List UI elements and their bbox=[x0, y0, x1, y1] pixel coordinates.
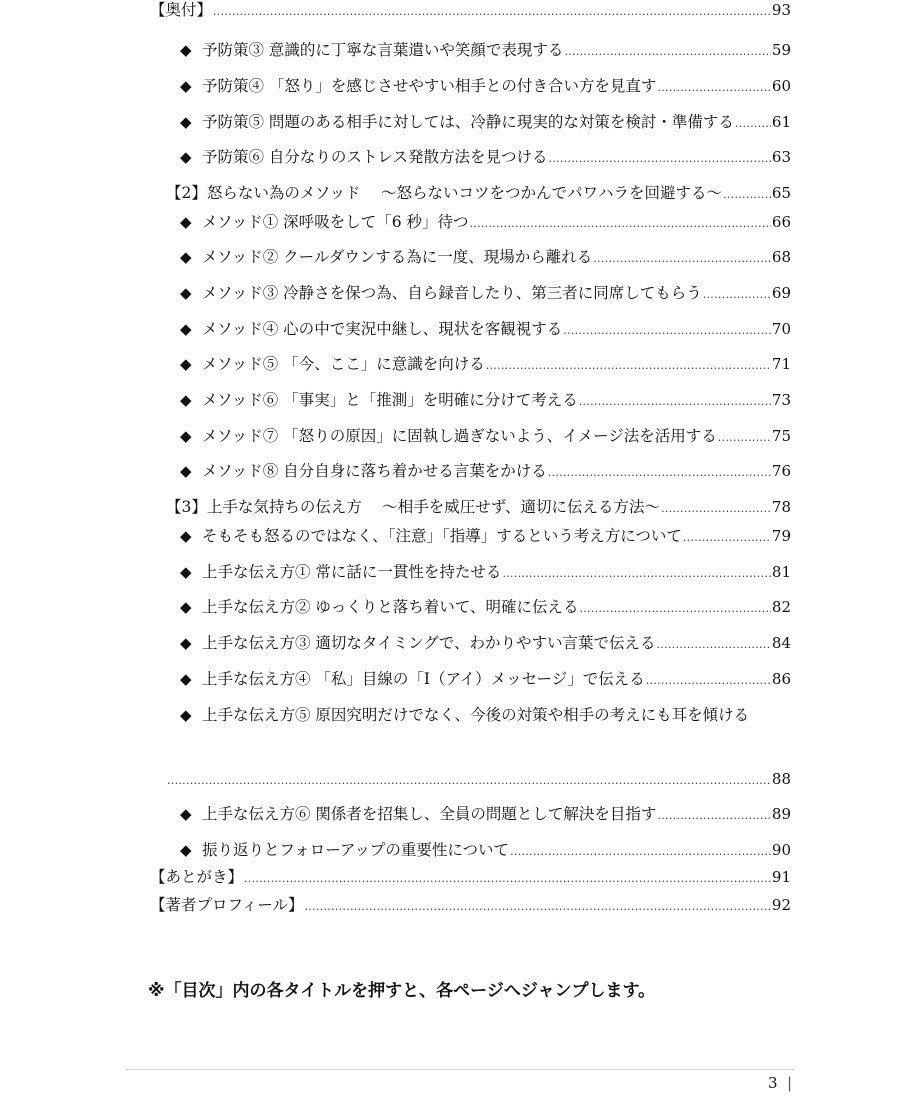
toc-entry-title: 予防策③ 意識的に丁寧な言葉遣いや笑顔で表現する bbox=[202, 41, 564, 59]
dot-leader bbox=[469, 214, 770, 234]
diamond-bullet-icon: ◆ bbox=[180, 284, 192, 302]
toc-entry[interactable] bbox=[180, 390, 791, 410]
toc-entry-title: 【あとがき】 bbox=[150, 868, 244, 886]
toc-entry-title: メソッド① 深呼吸をして「6 秒」待つ bbox=[202, 213, 469, 231]
dot-leader bbox=[735, 114, 771, 134]
toc-entry-page: 88 bbox=[771, 770, 791, 788]
navigation-note: ※「目次」内の各タイトルを押すと、各ページへジャンプします。 bbox=[148, 981, 656, 1001]
diamond-bullet-icon: ◆ bbox=[180, 841, 192, 859]
dot-leader bbox=[563, 321, 771, 341]
toc-entry[interactable] bbox=[180, 319, 791, 339]
diamond-bullet-icon: ◆ bbox=[180, 527, 192, 545]
toc-entry[interactable] bbox=[180, 40, 791, 60]
toc-entry-title: 【著者プロフィール】 bbox=[150, 896, 304, 914]
diamond-bullet-icon: ◆ bbox=[180, 391, 192, 409]
toc-entry-title: メソッド④ 心の中で実況中継し、現状を客観視する bbox=[202, 320, 563, 338]
toc-entry-page: 76 bbox=[771, 462, 791, 480]
dot-leader bbox=[548, 463, 771, 483]
diamond-bullet-icon: ◆ bbox=[180, 77, 192, 95]
toc-entry-title: 予防策④ 「怒り」を感じさせやすい相手との付き合い方を見直す bbox=[202, 77, 657, 95]
toc-entry-title: メソッド⑦ 「怒りの原因」に固執し過ぎないよう、イメージ法を活用する bbox=[202, 427, 717, 445]
diamond-bullet-icon: ◆ bbox=[180, 355, 192, 373]
toc-entry-title: 上手な伝え方① 常に話に一貫性を持たせる bbox=[202, 563, 502, 581]
toc-entry-title: 予防策⑥ 自分なりのストレス発散方法を見つける bbox=[202, 148, 548, 166]
toc-entry[interactable] bbox=[180, 212, 791, 232]
toc-entry-title: メソッド⑥ 「事実」と「推測」を明確に分けて考える bbox=[202, 391, 578, 409]
diamond-bullet-icon: ◆ bbox=[180, 462, 192, 480]
dot-leader bbox=[683, 528, 771, 548]
dot-leader bbox=[703, 285, 771, 305]
diamond-bullet-icon: ◆ bbox=[180, 598, 192, 616]
toc-entry-title: メソッド③ 冷静さを保つ為、自ら録音したり、第三者に同席してもらう bbox=[202, 284, 702, 302]
toc-entry-title: 予防策⑤ 問題のある相手に対しては、冷静に現実的な対策を検討・準備する bbox=[202, 113, 734, 131]
toc-entry-page: 93 bbox=[771, 1, 791, 19]
toc-entry[interactable] bbox=[180, 597, 791, 617]
toc-entry[interactable] bbox=[180, 247, 791, 267]
dot-leader bbox=[502, 564, 770, 584]
toc-entry-page: 82 bbox=[771, 598, 791, 616]
toc-entry[interactable] bbox=[166, 183, 791, 203]
toc-entry-continuation[interactable] bbox=[166, 769, 791, 789]
dot-leader bbox=[304, 897, 770, 917]
diamond-bullet-icon: ◆ bbox=[180, 805, 192, 823]
toc-entry-page: 68 bbox=[771, 248, 791, 266]
dot-leader bbox=[723, 185, 771, 205]
toc-entry-page: 79 bbox=[771, 527, 791, 545]
dot-leader bbox=[510, 842, 771, 862]
toc-entry[interactable] bbox=[180, 426, 791, 446]
toc-entry-title: 【2】怒らない為のメソッド 〜怒らないコツをつかんでパワハラを回避する〜 bbox=[166, 184, 723, 202]
diamond-bullet-icon: ◆ bbox=[180, 563, 192, 581]
toc-entry[interactable] bbox=[180, 526, 791, 546]
toc-entry[interactable] bbox=[150, 867, 791, 887]
diamond-bullet-icon: ◆ bbox=[180, 634, 192, 652]
toc-entry[interactable] bbox=[180, 112, 791, 132]
dot-leader bbox=[244, 869, 771, 889]
toc-entry-page: 65 bbox=[771, 184, 791, 202]
footer-divider bbox=[126, 1069, 794, 1070]
diamond-bullet-icon: ◆ bbox=[180, 213, 192, 231]
toc-entry-title: 上手な伝え方② ゆっくりと落ち着いて、明確に伝える bbox=[202, 598, 579, 616]
toc-entry-page: 63 bbox=[771, 148, 791, 166]
page-number: 3 bbox=[768, 1074, 778, 1092]
toc-entry-title: 上手な伝え方⑥ 関係者を招集し、全員の問題として解決を目指す bbox=[202, 805, 657, 823]
toc-entry[interactable] bbox=[180, 461, 791, 481]
dot-leader bbox=[548, 149, 770, 169]
dot-leader bbox=[564, 42, 770, 62]
toc-entry-title: 【奥付】 bbox=[150, 1, 213, 19]
toc-entry[interactable] bbox=[180, 804, 791, 824]
toc-entry-page: 91 bbox=[771, 868, 791, 886]
page-number-separator: | bbox=[787, 1074, 793, 1092]
toc-entry-title: そもそも怒るのではなく、「注意」「指導」するという考え方について bbox=[202, 527, 682, 545]
toc-entry[interactable] bbox=[166, 497, 791, 517]
toc-entry[interactable] bbox=[180, 840, 791, 860]
toc-entry[interactable] bbox=[150, 0, 791, 20]
dot-leader bbox=[718, 428, 771, 448]
toc-entry[interactable] bbox=[150, 895, 791, 915]
toc-entry-title: 上手な伝え方⑤ 原因究明だけでなく、今後の対策や相手の考えにも耳を傾ける bbox=[202, 706, 750, 724]
toc-entry-title: 上手な伝え方④ 「私」目線の「I（アイ）メッセージ」で伝える bbox=[202, 670, 645, 688]
diamond-bullet-icon: ◆ bbox=[180, 248, 192, 266]
toc-entry[interactable] bbox=[180, 705, 791, 725]
toc-entry-page: 69 bbox=[771, 284, 791, 302]
toc-entry-page: 78 bbox=[771, 498, 791, 516]
toc-entry-page: 73 bbox=[771, 391, 791, 409]
toc-entry-page: 66 bbox=[771, 213, 791, 231]
toc-entry-title: メソッド② クールダウンする為に一度、現場から離れる bbox=[202, 248, 593, 266]
dot-leader bbox=[657, 78, 770, 98]
toc-entry-page: 59 bbox=[771, 41, 791, 59]
toc-entry-page: 86 bbox=[771, 670, 791, 688]
dot-leader bbox=[579, 599, 770, 619]
toc-entry-title: メソッド⑧ 自分自身に落ち着かせる言葉をかける bbox=[202, 462, 547, 480]
toc-entry-page: 61 bbox=[771, 113, 791, 131]
toc-entry-page: 92 bbox=[771, 896, 791, 914]
toc-entry-page: 81 bbox=[771, 563, 791, 581]
toc-entry[interactable] bbox=[180, 283, 791, 303]
dot-leader bbox=[657, 806, 770, 826]
diamond-bullet-icon: ◆ bbox=[180, 41, 192, 59]
toc-entry-title: 【3】上手な気持ちの伝え方 〜相手を威圧せず、適切に伝える方法〜 bbox=[166, 498, 661, 516]
toc-entry[interactable] bbox=[180, 354, 791, 374]
dot-leader bbox=[213, 2, 771, 22]
dot-leader bbox=[657, 635, 771, 655]
toc-entry-page: 70 bbox=[771, 320, 791, 338]
dot-leader bbox=[486, 356, 771, 376]
toc-entry-page: 60 bbox=[771, 77, 791, 95]
toc-entry[interactable] bbox=[180, 562, 791, 582]
dot-leader bbox=[579, 392, 771, 412]
dot-leader bbox=[646, 671, 771, 691]
toc-entry[interactable] bbox=[180, 147, 791, 167]
toc-entry-page: 75 bbox=[771, 427, 791, 445]
diamond-bullet-icon: ◆ bbox=[180, 320, 192, 338]
toc-entry-title: 上手な伝え方③ 適切なタイミングで、わかりやすい言葉で伝える bbox=[202, 634, 656, 652]
toc-entry-page: 90 bbox=[771, 841, 791, 859]
diamond-bullet-icon: ◆ bbox=[180, 670, 192, 688]
dot-leader bbox=[661, 499, 771, 519]
diamond-bullet-icon: ◆ bbox=[180, 427, 192, 445]
diamond-bullet-icon: ◆ bbox=[180, 113, 192, 131]
toc-entry-title: メソッド⑤ 「今、ここ」に意識を向ける bbox=[202, 355, 485, 373]
diamond-bullet-icon: ◆ bbox=[180, 148, 192, 166]
dot-leader bbox=[593, 249, 771, 269]
toc-entry[interactable] bbox=[180, 76, 791, 96]
toc-entry-page: 89 bbox=[771, 805, 791, 823]
toc-entry[interactable] bbox=[180, 633, 791, 653]
dot-leader bbox=[167, 771, 771, 791]
toc-entry-page: 71 bbox=[771, 355, 791, 373]
toc-entry[interactable] bbox=[180, 669, 791, 689]
toc-entry-title: 振り返りとフォローアップの重要性について bbox=[202, 841, 510, 859]
diamond-bullet-icon: ◆ bbox=[180, 706, 192, 724]
toc-entry-page: 84 bbox=[771, 634, 791, 652]
